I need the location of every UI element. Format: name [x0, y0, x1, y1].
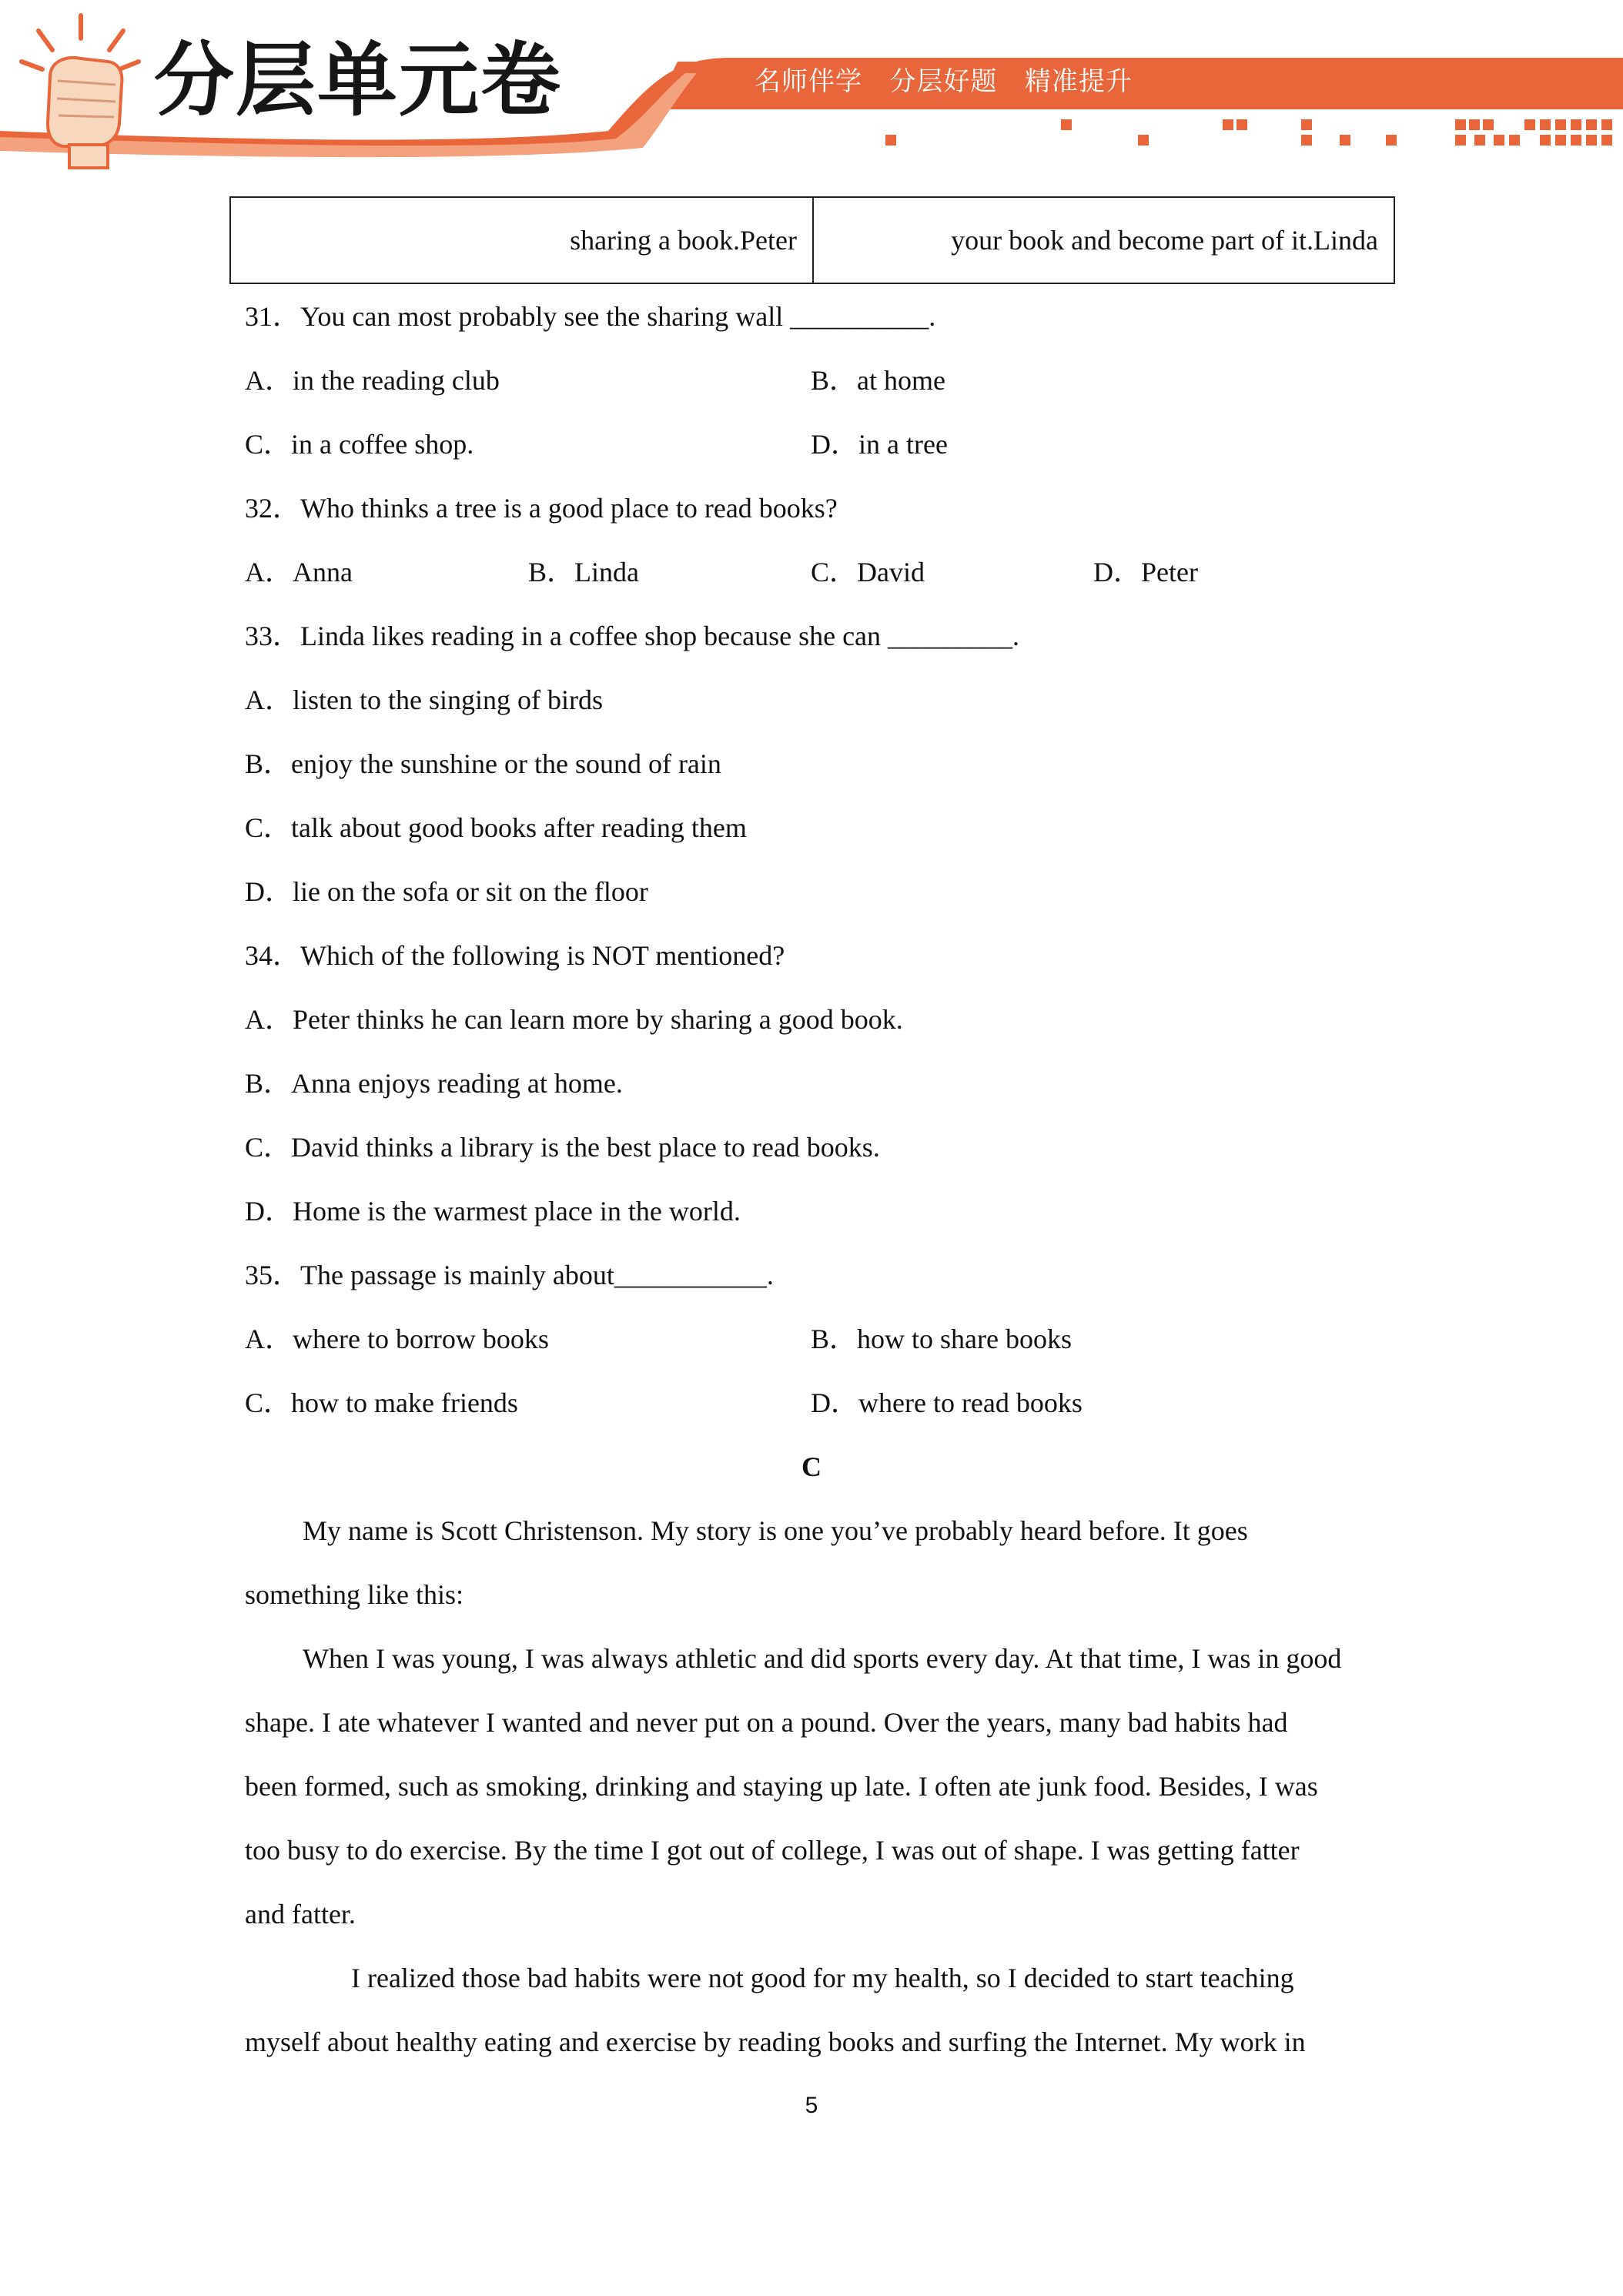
question-33-option-a: A．listen to the singing of birds — [245, 684, 603, 715]
question-32-option-b: B．Linda — [528, 557, 639, 587]
question-32-stem: 32．Who thinks a tree is a good place to read books? — [245, 493, 838, 524]
question-35-option-a: A．where to borrow books — [245, 1324, 549, 1354]
passage-line: and fatter. — [245, 1899, 356, 1930]
table-row — [230, 197, 1394, 283]
passage-line: My name is Scott Christenson. My story is one you’ve probably heard before. It goes — [303, 1515, 1248, 1546]
info-table — [229, 196, 1395, 284]
question-35-stem: 35．The passage is mainly about___________. — [245, 1260, 774, 1290]
question-31-option-a: A．in the reading club — [245, 365, 500, 396]
question-34-option-d: D．Home is the warmest place in the world. — [245, 1196, 741, 1227]
question-33-option-c: C．talk about good books after reading them — [245, 812, 747, 843]
passage-line: When I was young, I was always athletic and did sports every day. At that time, I was in good — [303, 1643, 1342, 1674]
passage-line: shape. I ate whatever I wanted and never put on a pound. Over the years, many bad habits had — [245, 1707, 1288, 1738]
page-number: 5 — [805, 2093, 818, 2118]
fist-icon — [8, 8, 154, 177]
question-32-option-d: D．Peter — [1093, 557, 1198, 587]
question-31-option-c: C．in a coffee shop. — [245, 429, 474, 460]
question-35-option-c: C．how to make friends — [245, 1387, 518, 1418]
section-title: C — [801, 1451, 822, 1482]
question-31-option-d: D．in a tree — [811, 429, 948, 460]
table-cell-left: sharing a book.Peter — [230, 197, 813, 283]
question-33-option-b: B．enjoy the sunshine or the sound of rain — [245, 748, 721, 779]
question-34-option-b: B．Anna enjoys reading at home. — [245, 1068, 623, 1099]
passage-line: myself about healthy eating and exercise by reading books and surfing the Internet. My work in — [245, 2027, 1306, 2057]
passage-line: been formed, such as smoking, drinking and staying up late. I often ate junk food. Besides, I was — [245, 1771, 1318, 1802]
question-34-option-a: A．Peter thinks he can learn more by sharing a good book. — [245, 1004, 903, 1035]
question-33-option-d: D．lie on the sofa or sit on the floor — [245, 876, 648, 907]
passage-line: something like this: — [245, 1579, 463, 1610]
header-slogan: 名师伴学 分层好题 精准提升 — [755, 66, 1133, 97]
question-34-stem: 34．Which of the following is NOT mentioned? — [245, 940, 785, 971]
brand-title: 分层单元卷 — [154, 33, 563, 127]
question-31-stem: 31．You can most probably see the sharing wall __________. — [245, 301, 936, 332]
question-32-option-c: C．David — [811, 557, 925, 587]
question-32-option-a: A．Anna — [245, 557, 353, 587]
page-header — [0, 0, 1623, 177]
question-35-option-d: D．where to read books — [811, 1387, 1083, 1418]
question-31-option-b: B．at home — [811, 365, 945, 396]
question-35-option-b: B．how to share books — [811, 1324, 1072, 1354]
passage-line: too busy to do exercise. By the time I got out of college, I was out of shape. I was getting fatter — [245, 1835, 1300, 1866]
question-34-option-c: C．David thinks a library is the best place to read books. — [245, 1132, 880, 1163]
passage-line: I realized those bad habits were not good for my health, so I decided to start teaching — [351, 1963, 1294, 1993]
question-33-stem: 33．Linda likes reading in a coffee shop because she can _________. — [245, 621, 1020, 651]
table-cell-right: your book and become part of it.Linda — [813, 197, 1394, 283]
